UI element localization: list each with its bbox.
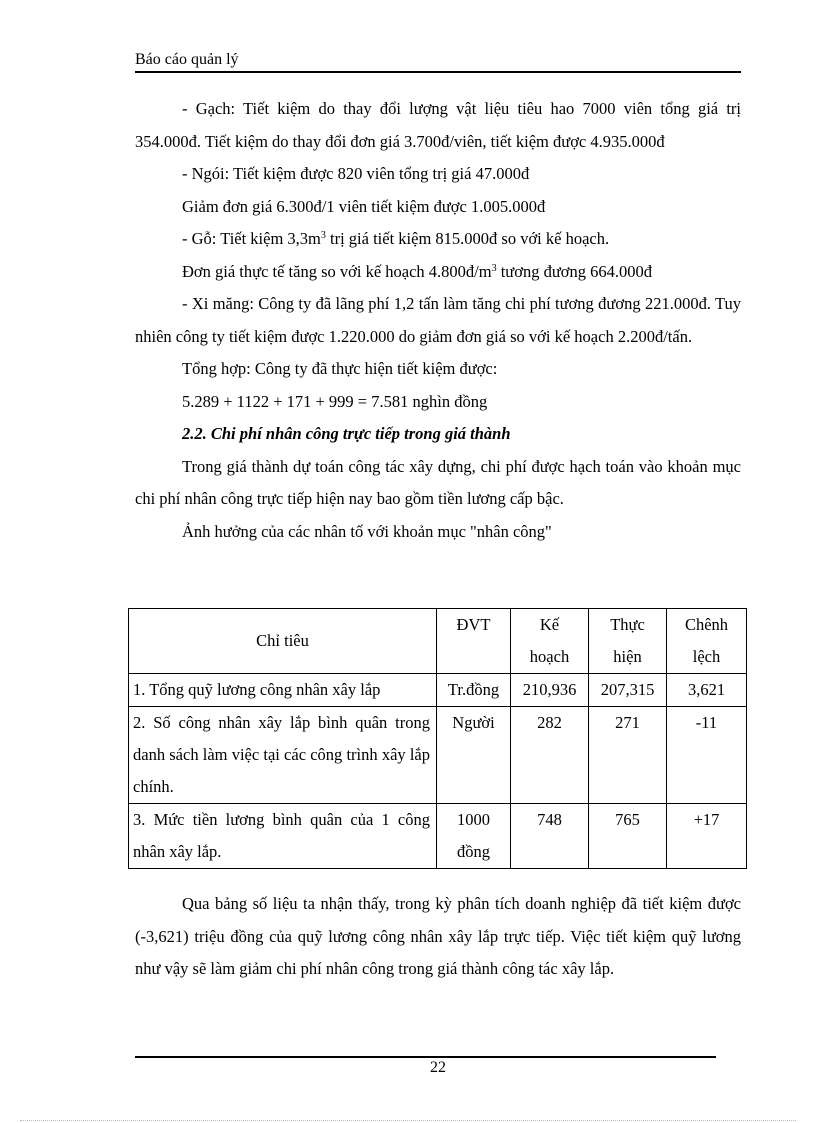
row3-diff: +17 [667,804,747,869]
header-actual-l2: hiện [613,647,642,666]
page-header [135,50,741,73]
paragraph-conclusion: Qua bảng số liệu ta nhận thấy, trong kỳ phân tích doanh nghiệp đã tiết kiệm được (-3,621) triệu đồng của quỹ lương công nhân xây lắp trực tiếp. Việc tiết kiệm quỹ lương như vậy sẽ làm giảm chi phí nhân công trong giá thành công tác xây lắp. [135,894,741,978]
conclusion-content [135,888,741,986]
page-bottom-border [20,1120,796,1121]
header-plan-l2: hoạch [529,647,570,666]
go-price-text-a: Đơn giá thực tế tăng so với kế hoạch 4.800đ/m [182,261,492,281]
header-plan-l1: Kế [539,615,560,634]
header-diff-l1: Chênh [684,615,729,634]
paragraph-labor-cost: Trong giá thành dự toán công tác xây dựng, chi phí được hạch toán vào khoản mục chi phí nhân công trực tiếp hiện nay bao gồm tiền lương cấp bậc. [135,456,741,508]
row3-indicator: 3. Mức tiền lương bình quân của 1 công nhân xây lắp. [129,804,437,869]
row3-actual: 765 [589,804,667,869]
go-text-a: - Gỗ: Tiết kiệm 3,3m [182,229,321,248]
row1-plan: 210,936 [511,674,589,707]
header-indicator: Chỉ tiêu [129,609,437,674]
row2-actual: 271 [589,707,667,804]
paragraph-summary: Tổng hợp: Công ty đã thực hiện tiết kiệm được: [182,359,498,378]
paragraph-total: 5.289 + 1122 + 171 + 999 = 7.581 nghìn đồng [182,391,488,411]
labor-cost-table [128,608,747,869]
body-content [135,93,741,548]
row1-unit: Tr.đồng [437,674,511,707]
row1-actual: 207,315 [589,674,667,707]
header-diff-l2: lệch [692,647,721,666]
header-actual [589,609,667,674]
header-unit-text: ĐVT [456,615,491,634]
header-plan [511,609,589,674]
go-price-superscript: 3 [491,262,497,274]
header-actual-l1: Thực [610,615,645,634]
go-superscript: 3 [320,230,326,241]
row3-plan: 748 [511,804,589,869]
go-text-b: trị giá tiết kiệm 815.000đ so với kế hoạch. [325,229,610,248]
row2-plan: 282 [511,707,589,804]
table-header-row [129,609,747,674]
go-price-text-b: tương đương 664.000đ [496,261,653,281]
paragraph-ngoi-price: Giảm đơn giá 6.300đ/1 viên tiết kiệm được 1.005.000đ [182,196,546,216]
header-unit [437,609,511,674]
row2-diff: -11 [667,707,747,804]
header-diff [667,609,747,674]
header-title: Báo cáo quản lý [135,51,239,68]
table-row [129,674,747,707]
page-number: 22 [430,1059,446,1076]
paragraph-go-price [135,256,741,289]
section-heading: 2.2. Chi phí nhân công trực tiếp trong giá thành [182,424,511,443]
table-row [129,804,747,869]
paragraph-ngoi: - Ngói: Tiết kiệm được 820 viên tổng trị giá 47.000đ [182,164,530,183]
row3-unit: 1000 đồng [437,804,511,869]
paragraph-go [135,223,741,256]
row2-unit: Người [437,707,511,804]
paragraph-xi-mang: - Xi măng: Công ty đã lãng phí 1,2 tấn làm tăng chi phí tương đương 221.000đ. Tuy nhiên công ty tiết kiệm được 1.220.000 do giảm đơn giá so với kế hoạch 2.200đ/tấn. [135,294,741,346]
table-row [129,707,747,804]
row2-indicator: 2. Số công nhân xây lắp bình quân trong danh sách làm việc tại các công trình xây lắp chính. [129,707,437,804]
row1-diff: 3,621 [667,674,747,707]
table-caption: Ảnh hưởng của các nhân tố với khoản mục "nhân công" [182,521,552,541]
row1-indicator: 1. Tổng quỹ lương công nhân xây lắp [129,674,437,707]
paragraph-gach: - Gạch: Tiết kiệm do thay đổi lượng vật liệu tiêu hao 7000 viên tổng giá trị 354.000đ. Tiết kiệm do thay đổi đơn giá 3.700đ/viên, tiết kiệm được 4.935.000đ [135,99,741,151]
